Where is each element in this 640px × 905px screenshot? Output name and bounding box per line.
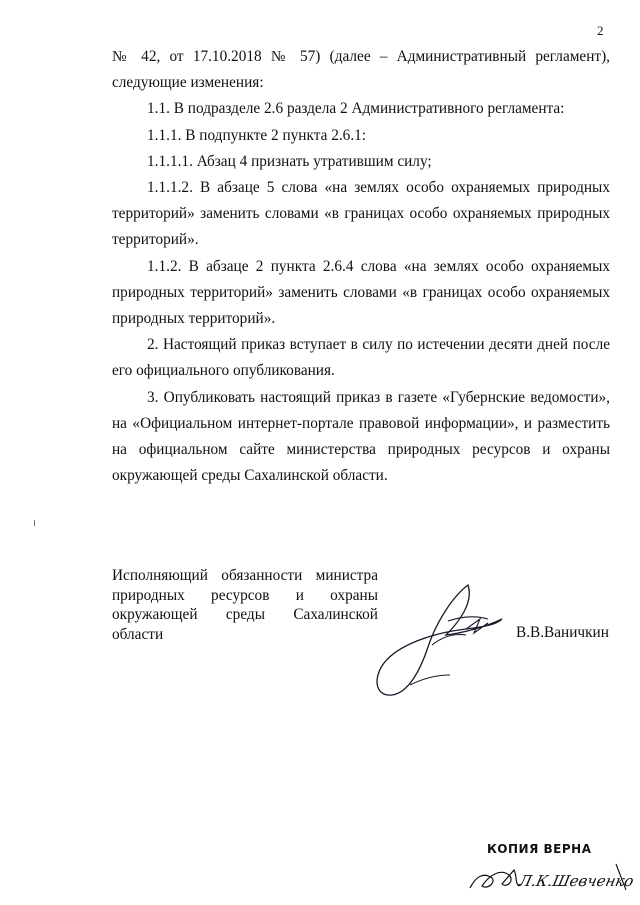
signatory-title-end: области [112,625,164,643]
certifier-signature-text: Л.К.Шевченко [517,872,636,890]
paragraph-1-1-2: 1.1.2. В абзаце 2 пункта 2.6.4 слова «на землях особо охраняемых природных территорий» заменить словами «в границах особо охраняемых природных территорий». [112,257,610,328]
paragraph-2: 2. Настоящий приказ вступает в силу по истечении десяти дней после его официального опубликования. [112,336,610,380]
svg-text:Л.К.Шевченко [516,872,635,890]
paragraph-continuation: № 42, от 17.10.2018 № 57) (далее – Административный регламент), следующие изменения: [112,48,610,92]
copy-certified-stamp: КОПИЯ ВЕРНА [487,842,592,856]
signatory-title [112,566,378,644]
signatory-title-main: Исполняющий обязанности министра природных ресурсов и охраны окружающей среды Сахалинской [112,567,378,623]
paragraph-1-1-1: 1.1.1. В подпункте 2 пункта 2.6.1: [147,126,367,144]
scan-artifact [34,520,35,526]
document-body [112,44,610,489]
paragraph-3: 3. Опубликовать настоящий приказ в газете «Губернские ведомости», на «Официальном интернет-портале правовой информации», и разместить на официальном сайте министерства природных ресурсов и охраны окружающей среды Сахалинской области. [112,388,610,485]
certifier-signature [466,858,636,896]
paragraph-1-1-1-2: 1.1.1.2. В абзаце 5 слова «на землях особо охраняемых природных территорий» заменить словами «в границах особо охраняемых природных территорий». [112,179,610,249]
paragraph-1-1-1-1: 1.1.1.1. Абзац 4 признать утратившим силу; [147,152,432,170]
signatory-name: В.В.Ваничкин [516,624,609,641]
handwritten-signature [370,575,510,705]
page-number: 2 [597,23,604,38]
paragraph-1-1: 1.1. В подразделе 2.6 раздела 2 Административного регламента: [147,100,565,118]
